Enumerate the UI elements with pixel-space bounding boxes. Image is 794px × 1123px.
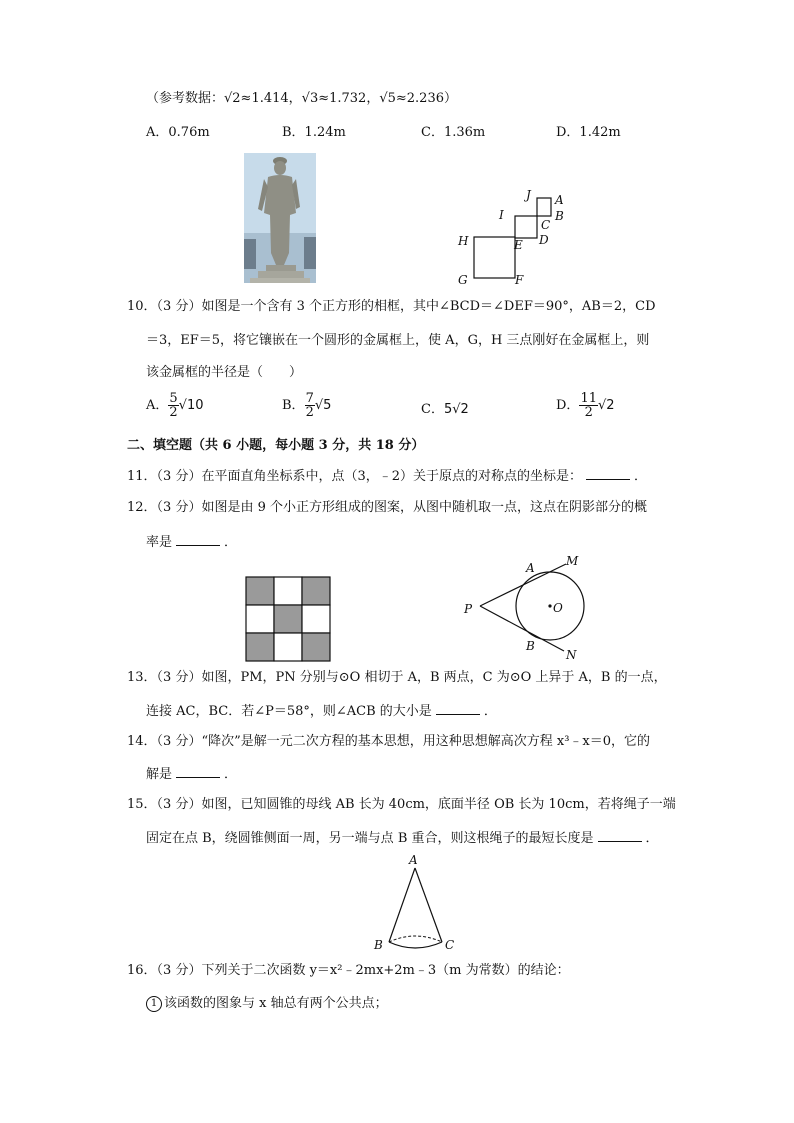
grid-cell-shaded (274, 605, 302, 633)
grid-cell-shaded (246, 633, 274, 661)
q10-line3: 该金属框的半径是（ ） (146, 365, 303, 380)
answer-blank (436, 702, 480, 715)
q9-option-a: A．0.76m (146, 125, 210, 140)
label-p: P (464, 602, 473, 616)
answer-blank (586, 467, 630, 480)
q13-line2: 连接 AC，BC．若∠P＝58°，则∠ACB 的大小是 ． (146, 704, 497, 719)
q16-line1: 16．（3 分）下列关于二次函数 y＝x²﹣2mx+2m﹣3（m 为常数）的结论： (127, 963, 570, 978)
q9-option-c: C．1.36m (421, 125, 486, 140)
q15-line2: 固定在点 B，绕圆锥侧面一周，另一端与点 B 重合，则这根绳子的最短长度是 ． (146, 831, 659, 846)
grid-cell-shaded (302, 577, 330, 605)
label-f: F (515, 273, 524, 287)
answer-blank (598, 829, 642, 842)
cone-figure (370, 850, 460, 954)
q14-line2: 解是 ． (146, 767, 238, 782)
q9-option-b: B．1.24m (282, 125, 346, 140)
label-g: G (458, 273, 468, 287)
q10-option-d: D． $\frac{11}{2}$ √2 (556, 391, 615, 420)
q10-line2: ＝3，EF＝5，将它镶嵌在一个圆形的金属框上，使 A，G，H 三点刚好在金属框上，则 (146, 333, 650, 348)
label-h: H (458, 234, 469, 248)
grid-cell-blank (302, 605, 330, 633)
label-a: A (526, 561, 535, 575)
q15-line1: 15．（3 分）如图，已知圆锥的母线 AB 长为 40cm，底面半径 OB 长为 10cm，若将绳子一端 (127, 797, 676, 812)
label-a: A (555, 193, 564, 207)
statue-photo (244, 153, 316, 283)
q11: 11．（3 分）在平面直角坐标系中，点（3，﹣2）关于原点的对称点的坐标是： ． (127, 469, 648, 484)
squares-figure (452, 186, 582, 290)
label-c: C (445, 938, 455, 952)
grid-cell-shaded (302, 633, 330, 661)
q9-option-d: D．1.42m (556, 125, 621, 140)
answer-blank (176, 765, 220, 778)
label-b: B (555, 209, 564, 223)
q13-line1: 13．（3 分）如图，PM，PN 分别与⊙O 相切于 A，B 两点，C 为⊙O 上异于 A，B 的一点， (127, 670, 667, 685)
grid-cell-shaded (246, 577, 274, 605)
label-e: E (514, 238, 523, 252)
label-i: I (499, 208, 504, 222)
q12-line1: 12．（3 分）如图是由 9 个小正方形组成的图案，从图中随机取一点，这点在阴影部分的概 (127, 500, 647, 515)
grid-cell-blank (274, 633, 302, 661)
label-o: O (553, 601, 563, 615)
q14-line1: 14．（3 分）“降次”是解一元二次方程的基本思想，用这种思想解高次方程 x³﹣x＝0，它的 (127, 734, 651, 749)
q10-option-b: B． $\frac{7}{2}$ √5 (282, 391, 332, 420)
label-c: C (541, 218, 551, 232)
label-b: B (374, 938, 383, 952)
q16-item1: 1 该函数的图象与 x 轴总有两个公共点； (146, 995, 388, 1013)
label-d: D (539, 233, 549, 247)
reference-data: （参考数据：√2≈1.414，√3≈1.732，√5≈2.236） (146, 91, 457, 106)
answer-blank (176, 533, 220, 546)
section-title: 二、填空题（共 6 小题，每小题 3 分，共 18 分） (127, 438, 425, 453)
grid-cell-blank (246, 605, 274, 633)
q10-option-c: C．5√2 (421, 402, 469, 417)
circled-number: 1 (146, 996, 162, 1012)
label-n: N (566, 648, 577, 662)
q10-option-a: A． $\frac{5}{2}$ √10 (146, 391, 204, 420)
label-a: A (409, 853, 418, 867)
label-j: J (526, 188, 531, 202)
grid-cell-blank (274, 577, 302, 605)
q12-line2: 率是 ． (146, 535, 238, 550)
grid-figure (245, 576, 331, 662)
label-b: B (526, 639, 535, 653)
label-m: M (566, 554, 579, 568)
q10-line1: 10．（3 分）如图是一个含有 3 个正方形的相框，其中∠BCD＝∠DEF＝90°，AB＝2，CD (127, 299, 656, 314)
tangent-figure (458, 552, 594, 662)
